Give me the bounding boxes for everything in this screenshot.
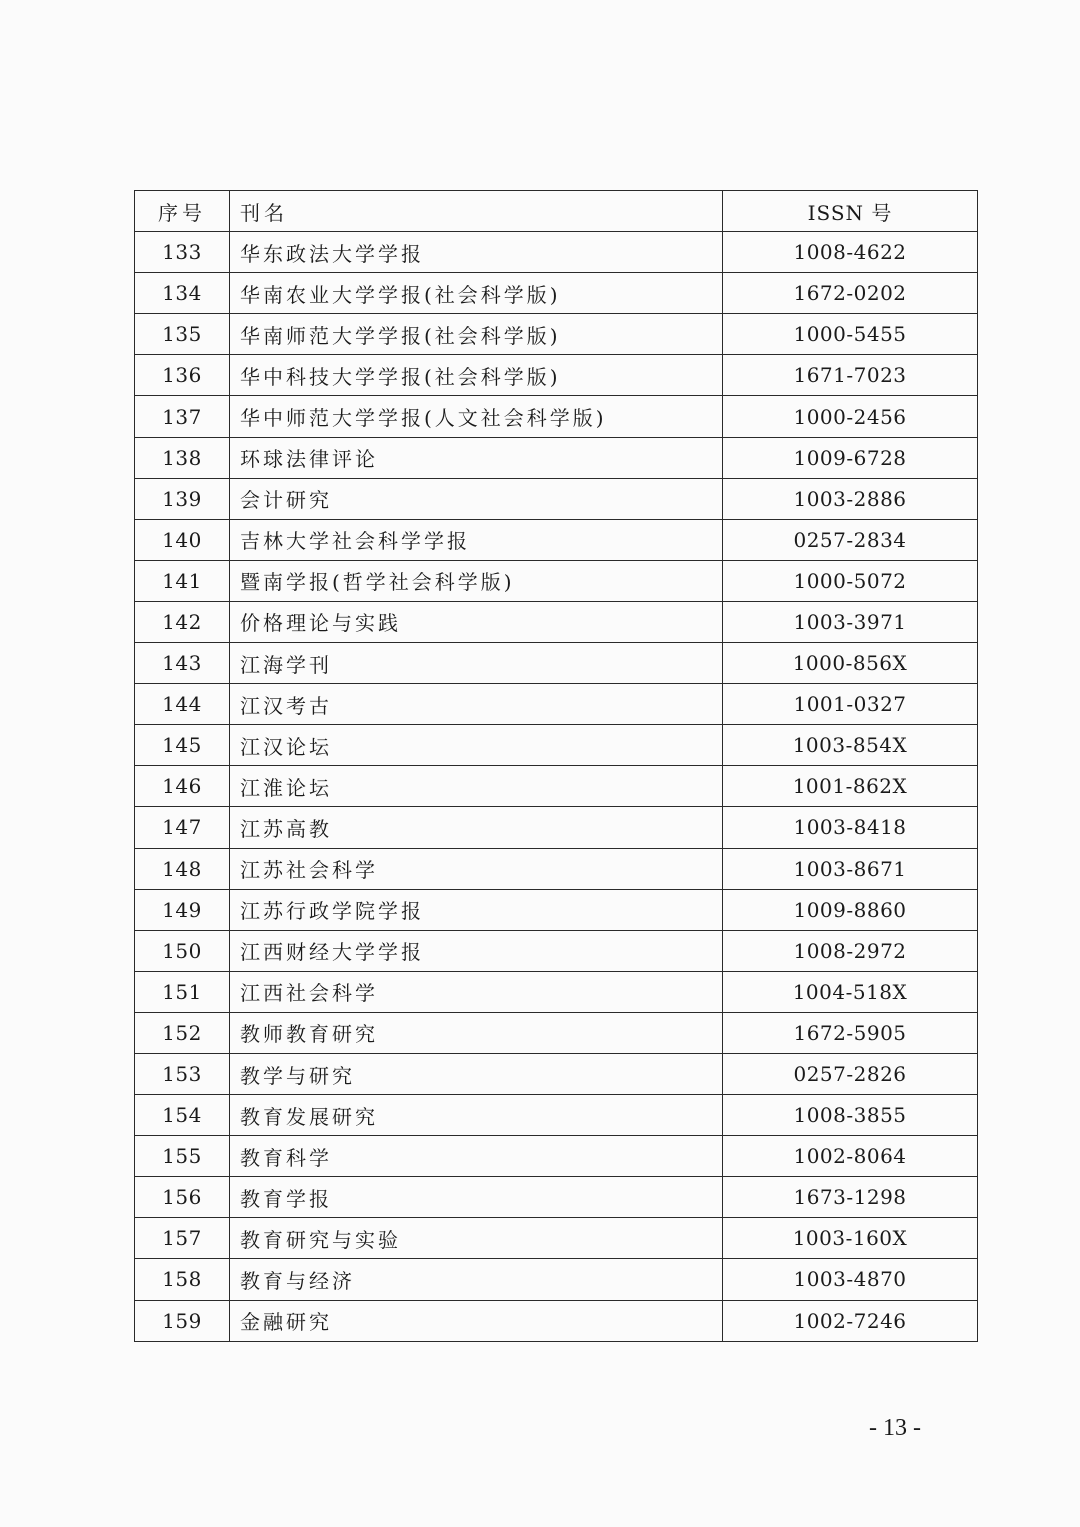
header-issn: ISSN 号	[723, 191, 978, 232]
journal-table	[134, 190, 978, 1342]
issn-cell: 1003-3971	[723, 601, 978, 642]
table-row	[135, 437, 978, 478]
issn-cell: 1003-8671	[723, 848, 978, 889]
journal-name-cell: 华东政法大学学报	[230, 232, 723, 273]
journal-name-cell: 江苏社会科学	[230, 848, 723, 889]
issn-cell: 1000-5455	[723, 314, 978, 355]
issn-cell: 1008-3855	[723, 1095, 978, 1136]
journal-name-cell: 江苏行政学院学报	[230, 889, 723, 930]
journal-name-cell: 教学与研究	[230, 1053, 723, 1094]
journal-name-cell: 江汉论坛	[230, 725, 723, 766]
serial-number-cell: 145	[135, 725, 230, 766]
table-row	[135, 314, 978, 355]
journal-name-cell: 教育发展研究	[230, 1095, 723, 1136]
table-row	[135, 725, 978, 766]
page-number: - 13 -	[869, 1415, 921, 1441]
issn-cell: 1001-0327	[723, 684, 978, 725]
journal-name-cell: 江汉考古	[230, 684, 723, 725]
issn-cell: 1009-6728	[723, 437, 978, 478]
issn-cell: 1003-4870	[723, 1259, 978, 1300]
serial-number-cell: 159	[135, 1300, 230, 1341]
serial-number-cell: 140	[135, 519, 230, 560]
serial-number-cell: 133	[135, 232, 230, 273]
serial-number-cell: 141	[135, 560, 230, 601]
serial-number-cell: 143	[135, 643, 230, 684]
journal-name-cell: 会计研究	[230, 478, 723, 519]
issn-cell: 1003-8418	[723, 807, 978, 848]
issn-cell: 1002-7246	[723, 1300, 978, 1341]
issn-cell: 1000-856X	[723, 643, 978, 684]
table-row	[135, 355, 978, 396]
table-row	[135, 684, 978, 725]
table-row	[135, 560, 978, 601]
journal-name-cell: 暨南学报(哲学社会科学版)	[230, 560, 723, 601]
serial-number-cell: 155	[135, 1136, 230, 1177]
journal-name-cell: 江西财经大学学报	[230, 930, 723, 971]
journal-name-cell: 华南农业大学学报(社会科学版)	[230, 273, 723, 314]
serial-number-cell: 158	[135, 1259, 230, 1300]
table-row	[135, 1012, 978, 1053]
serial-number-cell: 138	[135, 437, 230, 478]
issn-cell: 0257-2834	[723, 519, 978, 560]
journal-name-cell: 教师教育研究	[230, 1012, 723, 1053]
table-row	[135, 971, 978, 1012]
serial-number-cell: 144	[135, 684, 230, 725]
table-row	[135, 930, 978, 971]
header-serial-number: 序号	[135, 191, 230, 232]
table-row	[135, 1300, 978, 1341]
journal-name-cell: 金融研究	[230, 1300, 723, 1341]
table-body	[135, 232, 978, 1342]
table-header-row	[135, 191, 978, 232]
serial-number-cell: 148	[135, 848, 230, 889]
issn-cell: 1002-8064	[723, 1136, 978, 1177]
serial-number-cell: 157	[135, 1218, 230, 1259]
table-row	[135, 1053, 978, 1094]
table-row	[135, 1177, 978, 1218]
serial-number-cell: 152	[135, 1012, 230, 1053]
issn-cell: 1003-160X	[723, 1218, 978, 1259]
journal-name-cell: 华中师范大学学报(人文社会科学版)	[230, 396, 723, 437]
table-row	[135, 519, 978, 560]
journal-name-cell: 江海学刊	[230, 643, 723, 684]
serial-number-cell: 151	[135, 971, 230, 1012]
table-row	[135, 643, 978, 684]
issn-cell: 1003-854X	[723, 725, 978, 766]
journal-name-cell: 华南师范大学学报(社会科学版)	[230, 314, 723, 355]
table-row	[135, 1136, 978, 1177]
issn-cell: 1008-4622	[723, 232, 978, 273]
serial-number-cell: 142	[135, 601, 230, 642]
serial-number-cell: 137	[135, 396, 230, 437]
journal-name-cell: 价格理论与实践	[230, 601, 723, 642]
serial-number-cell: 136	[135, 355, 230, 396]
issn-cell: 1001-862X	[723, 766, 978, 807]
journal-name-cell: 江苏高教	[230, 807, 723, 848]
serial-number-cell: 146	[135, 766, 230, 807]
table-row	[135, 396, 978, 437]
journal-name-cell: 教育与经济	[230, 1259, 723, 1300]
issn-cell: 0257-2826	[723, 1053, 978, 1094]
table-row	[135, 807, 978, 848]
issn-cell: 1000-2456	[723, 396, 978, 437]
journal-name-cell: 教育科学	[230, 1136, 723, 1177]
table-row	[135, 478, 978, 519]
serial-number-cell: 150	[135, 930, 230, 971]
issn-cell: 1003-2886	[723, 478, 978, 519]
issn-cell: 1671-7023	[723, 355, 978, 396]
journal-name-cell: 华中科技大学学报(社会科学版)	[230, 355, 723, 396]
serial-number-cell: 139	[135, 478, 230, 519]
journal-name-cell: 教育学报	[230, 1177, 723, 1218]
serial-number-cell: 153	[135, 1053, 230, 1094]
serial-number-cell: 154	[135, 1095, 230, 1136]
issn-cell: 1672-0202	[723, 273, 978, 314]
table-row	[135, 848, 978, 889]
serial-number-cell: 135	[135, 314, 230, 355]
table-row	[135, 601, 978, 642]
issn-cell: 1673-1298	[723, 1177, 978, 1218]
table-row	[135, 766, 978, 807]
serial-number-cell: 149	[135, 889, 230, 930]
table-row	[135, 273, 978, 314]
header-journal-name: 刊名	[230, 191, 723, 232]
issn-cell: 1009-8860	[723, 889, 978, 930]
table-row	[135, 889, 978, 930]
serial-number-cell: 156	[135, 1177, 230, 1218]
journal-name-cell: 环球法律评论	[230, 437, 723, 478]
table-row	[135, 232, 978, 273]
journal-name-cell: 吉林大学社会科学学报	[230, 519, 723, 560]
issn-cell: 1000-5072	[723, 560, 978, 601]
table-row	[135, 1095, 978, 1136]
issn-cell: 1004-518X	[723, 971, 978, 1012]
issn-cell: 1672-5905	[723, 1012, 978, 1053]
journal-name-cell: 江淮论坛	[230, 766, 723, 807]
journal-name-cell: 教育研究与实验	[230, 1218, 723, 1259]
issn-cell: 1008-2972	[723, 930, 978, 971]
journal-name-cell: 江西社会科学	[230, 971, 723, 1012]
serial-number-cell: 147	[135, 807, 230, 848]
table-row	[135, 1259, 978, 1300]
serial-number-cell: 134	[135, 273, 230, 314]
table-row	[135, 1218, 978, 1259]
